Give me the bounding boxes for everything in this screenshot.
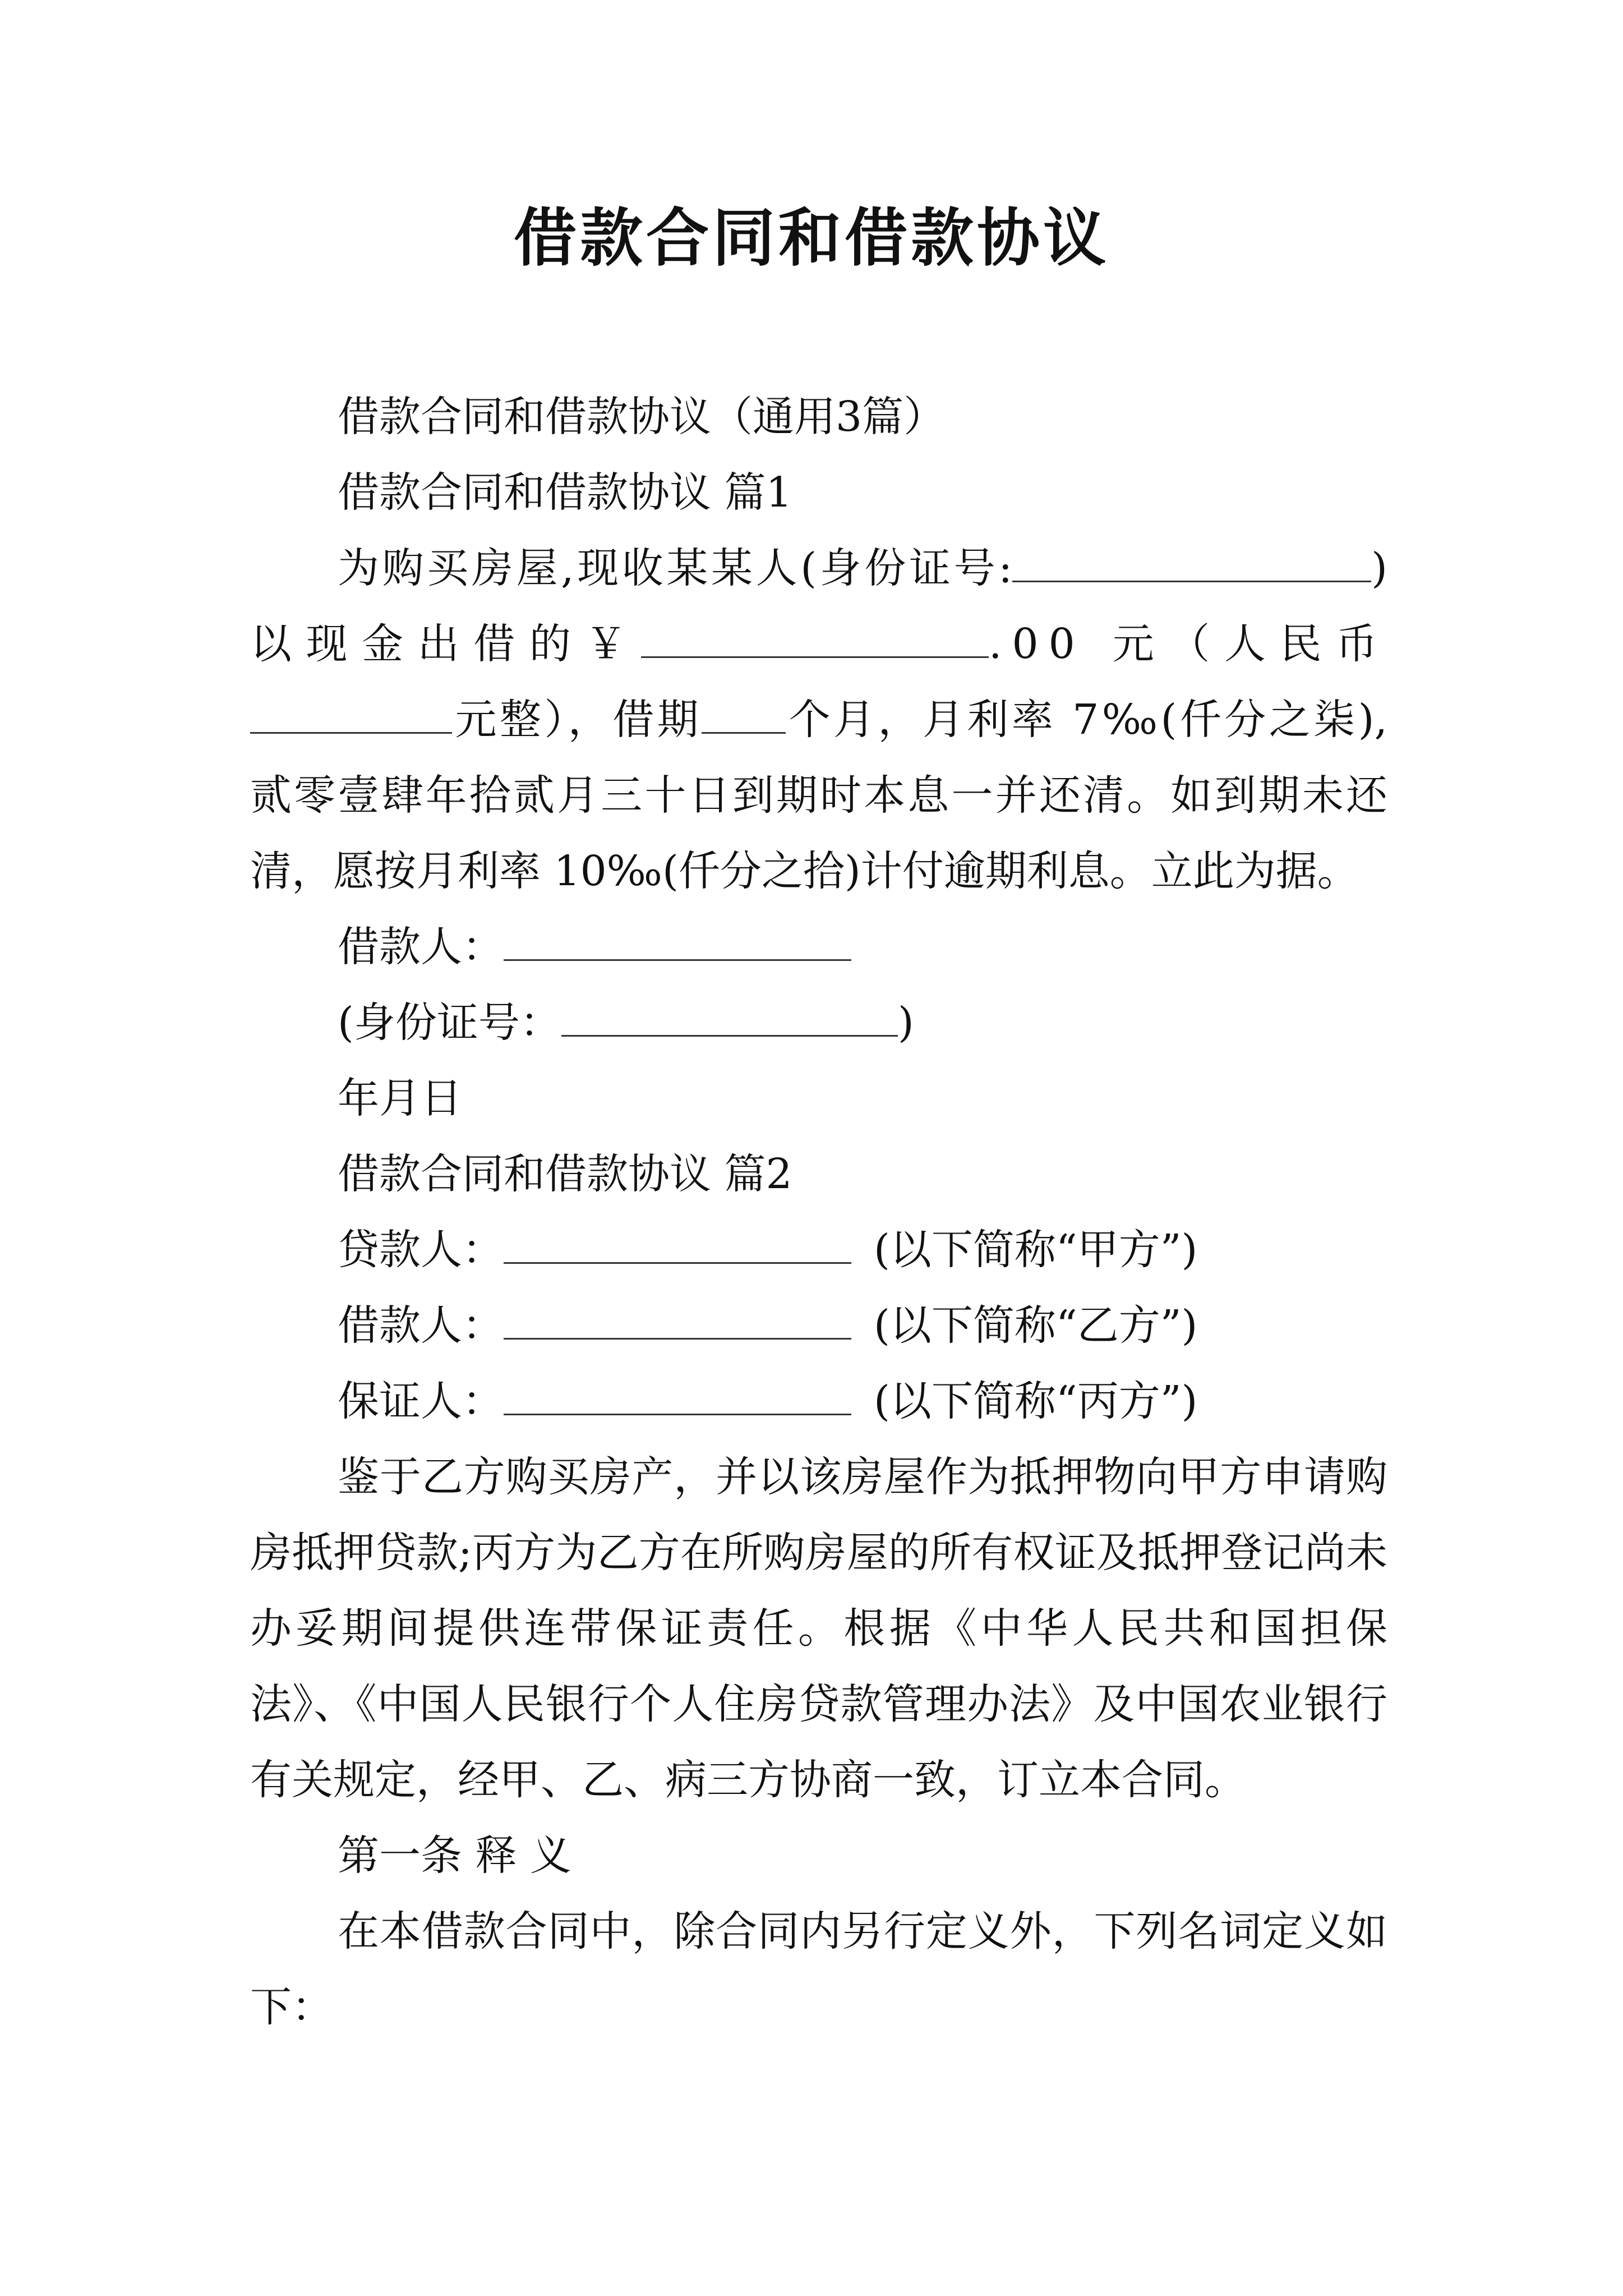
document-title: 借款合同和借款协议 (514, 202, 1109, 275)
borrower-alias: (以下简称“乙方”) (874, 1301, 1198, 1350)
receipt-text: 为购买房屋,现收某某人(身份证号: (338, 544, 1013, 592)
loan-receipt-line-2 (250, 606, 1387, 682)
receipt-text: ) (1371, 544, 1387, 592)
loan-receipt-line-1 (250, 531, 1387, 606)
loan-receipt-body: 贰零壹肆年拾贰月三十日到期时本息一并还清。如到期未还清，愿按月利率 10‰(仟分之拾)计付逾期利息。立此为据。 (250, 771, 1387, 895)
article-1-text: 在本借款合同中，除合同内另行定义外，下列名词定义如下： (250, 1907, 1387, 2031)
receipt-text: 个月，月利率 7‰(仟分之柒), (786, 696, 1387, 744)
borrower-label: 借款人： (338, 1301, 504, 1350)
id-close: ) (897, 999, 914, 1047)
section-heading-2: 借款合同和借款协议 篇2 (338, 1150, 792, 1198)
article-1-heading: 第一条 释 义 (338, 1832, 572, 1880)
section-heading-1: 借款合同和借款协议 篇1 (338, 468, 792, 517)
borrower-signature-line (250, 909, 1387, 985)
amount-blank (641, 619, 989, 658)
contract-preamble: 鉴于乙方购买房产，并以该房屋作为抵押物向甲方申请购房抵押贷款;丙方为乙方在所购房屋的所有权证及抵押登记尚未办妥期间提供连带保证责任。根据《中华人民共和国担保法》、《中国人民银行个人住房贷款管理办法》及中国农业银行有关规定，经甲、乙、病三方协商一致，订立本合同。 (250, 1453, 1387, 1804)
lender-blank (504, 1225, 851, 1264)
document-body (250, 379, 1387, 2045)
guarantor-label: 保证人： (338, 1377, 504, 1425)
guarantor-line (250, 1364, 1387, 1439)
receipt-text: 元整），借期 (452, 696, 702, 744)
borrower-blank (504, 922, 851, 961)
lender-alias: (以下简称“甲方”) (874, 1226, 1198, 1274)
borrower-id-blank (561, 998, 898, 1037)
borrower-label: 借款人： (338, 923, 504, 971)
guarantor-alias: (以下简称“丙方”) (874, 1377, 1198, 1425)
id-label: (身份证号： (338, 999, 561, 1047)
document-subtitle: 借款合同和借款协议（通用3篇） (338, 393, 946, 441)
guarantor-blank (504, 1377, 851, 1415)
receipt-text: .00 元（人民币 (988, 620, 1388, 668)
lender-line (250, 1212, 1387, 1288)
id-number-blank (1012, 544, 1371, 582)
loan-receipt-line-3 (250, 682, 1387, 758)
borrower-line (250, 1288, 1387, 1364)
borrower-blank (504, 1301, 851, 1340)
term-blank (702, 695, 786, 734)
lender-label: 贷款人： (338, 1226, 504, 1274)
amount-chinese-blank (250, 695, 452, 734)
date-line: 年月日 (338, 1074, 462, 1122)
receipt-text: 以现金出借的￥ (250, 620, 641, 668)
borrower-id-line (250, 985, 1387, 1061)
